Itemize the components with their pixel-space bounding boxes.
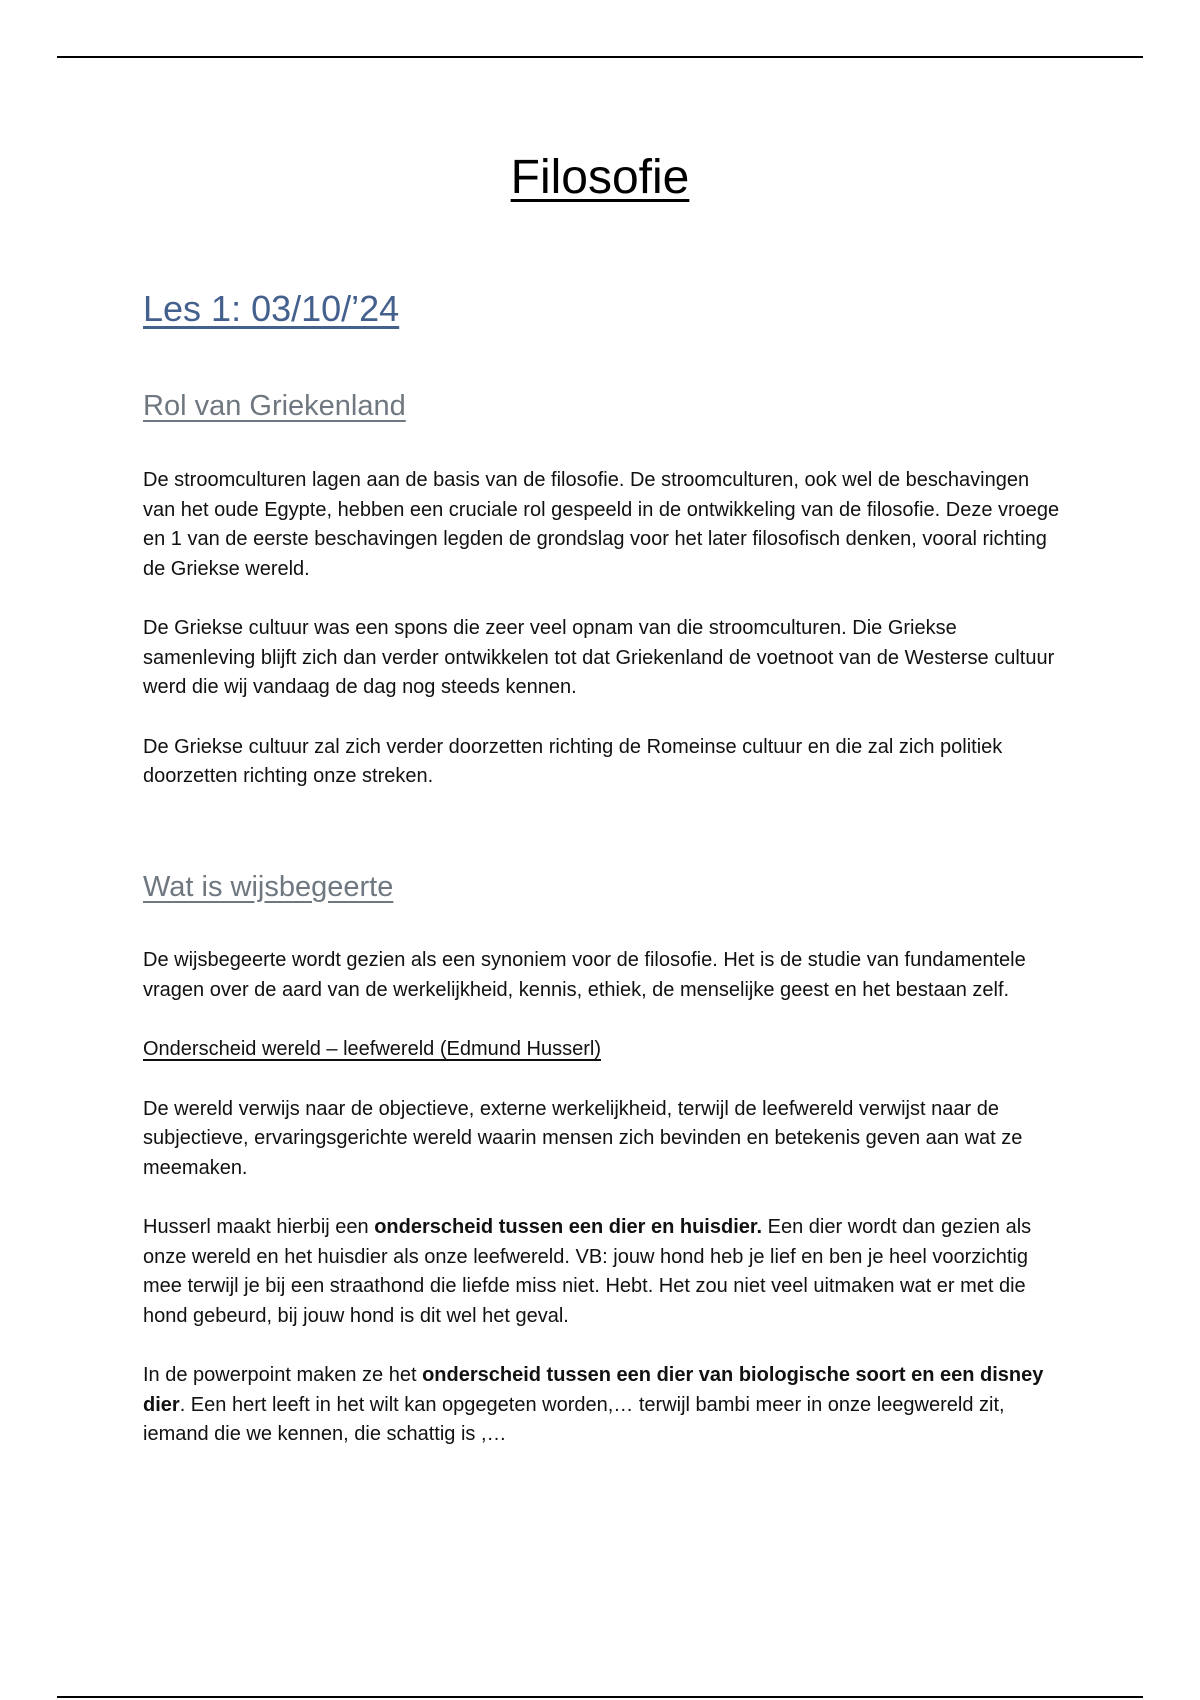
paragraph: De Griekse cultuur was een spons die zeer veel opnam van die stroomculturen. Die Griekse samenleving blijft zich dan verder ontwikkelen tot dat Griekenland de voetnoot van de Westerse cultuur werd die wij vandaag de dag nog steeds kennen. [143,617,1055,699]
document-title-text: Filosofie [510,151,690,204]
subheading: Onderscheid wereld – leefwereld (Edmund Husserl) [143,1038,601,1061]
header-rule [57,56,1143,58]
section-heading: Wat is wijsbegeerte [143,870,394,903]
bold-text: onderscheid tussen een dier van biologische soort en een disney dier [143,1364,1044,1416]
document-title [0,150,1200,205]
text-run: Een dier wordt dan gezien als onze wereld en het huisdier als onze leefwereld. VB: jouw hond heb je lief en ben je heel voorzichtig mee terwijl je bij een straathond die liefde miss niet. Hebt. Het zou niet veel uitmaken wat er met die hond gebeurd, bij jouw hond is dit wel het geval. [143,1216,1032,1327]
lesson-heading: Les 1: 03/10/’24 [143,288,400,329]
text-run: In de powerpoint maken ze het [143,1364,423,1387]
bold-text: onderscheid tussen een dier en huisdier. [374,1216,763,1239]
section-heading: Rol van Griekenland [143,390,406,423]
paragraph-husserl [143,1213,1063,1331]
paragraph: De wijsbegeerte wordt gezien als een synoniem voor de filosofie. Het is de studie van fundamentele vragen over de aard van de werkelijkheid, kennis, ethiek, de menselijke geest en het bestaan zelf. [143,949,1026,1001]
section-wat-is-wijsbegeerte [143,870,1063,1450]
footer-rule [57,1696,1143,1698]
paragraph: De stroomculturen lagen aan de basis van de filosofie. De stroomculturen, ook wel de beschavingen van het oude Egypte, hebben een cruciale rol gespeeld in de ontwikkeling van de filosofie. Deze vroege en 1 van de eerste beschavingen legden de grondslag voor het later filosofisch denken, vooral richting de Griekse wereld. [143,469,1060,580]
section-rol-van-griekenland [143,389,1063,791]
paragraph-powerpoint [143,1361,1063,1450]
paragraph: De wereld verwijs naar de objectieve, externe werkelijkheid, terwijl de leefwereld verwijst naar de subjectieve, ervaringsgerichte wereld waarin mensen zich bevinden en betekenis geven aan wat ze meemaken. [143,1097,1023,1179]
text-run: Husserl maakt hierbij een [143,1216,375,1239]
paragraph: De Griekse cultuur zal zich verder doorzetten richting de Romeinse cultuur en die zal zich politiek doorzetten richting onze streken. [143,735,1003,788]
section-spacer [143,822,1063,870]
text-run: . Een hert leeft in het wilt kan opgegeten worden,… terwijl bambi meer in onze leegwereld zit, iemand die we kennen, die schattig is ,… [143,1393,1005,1446]
document-body [143,288,1063,1480]
